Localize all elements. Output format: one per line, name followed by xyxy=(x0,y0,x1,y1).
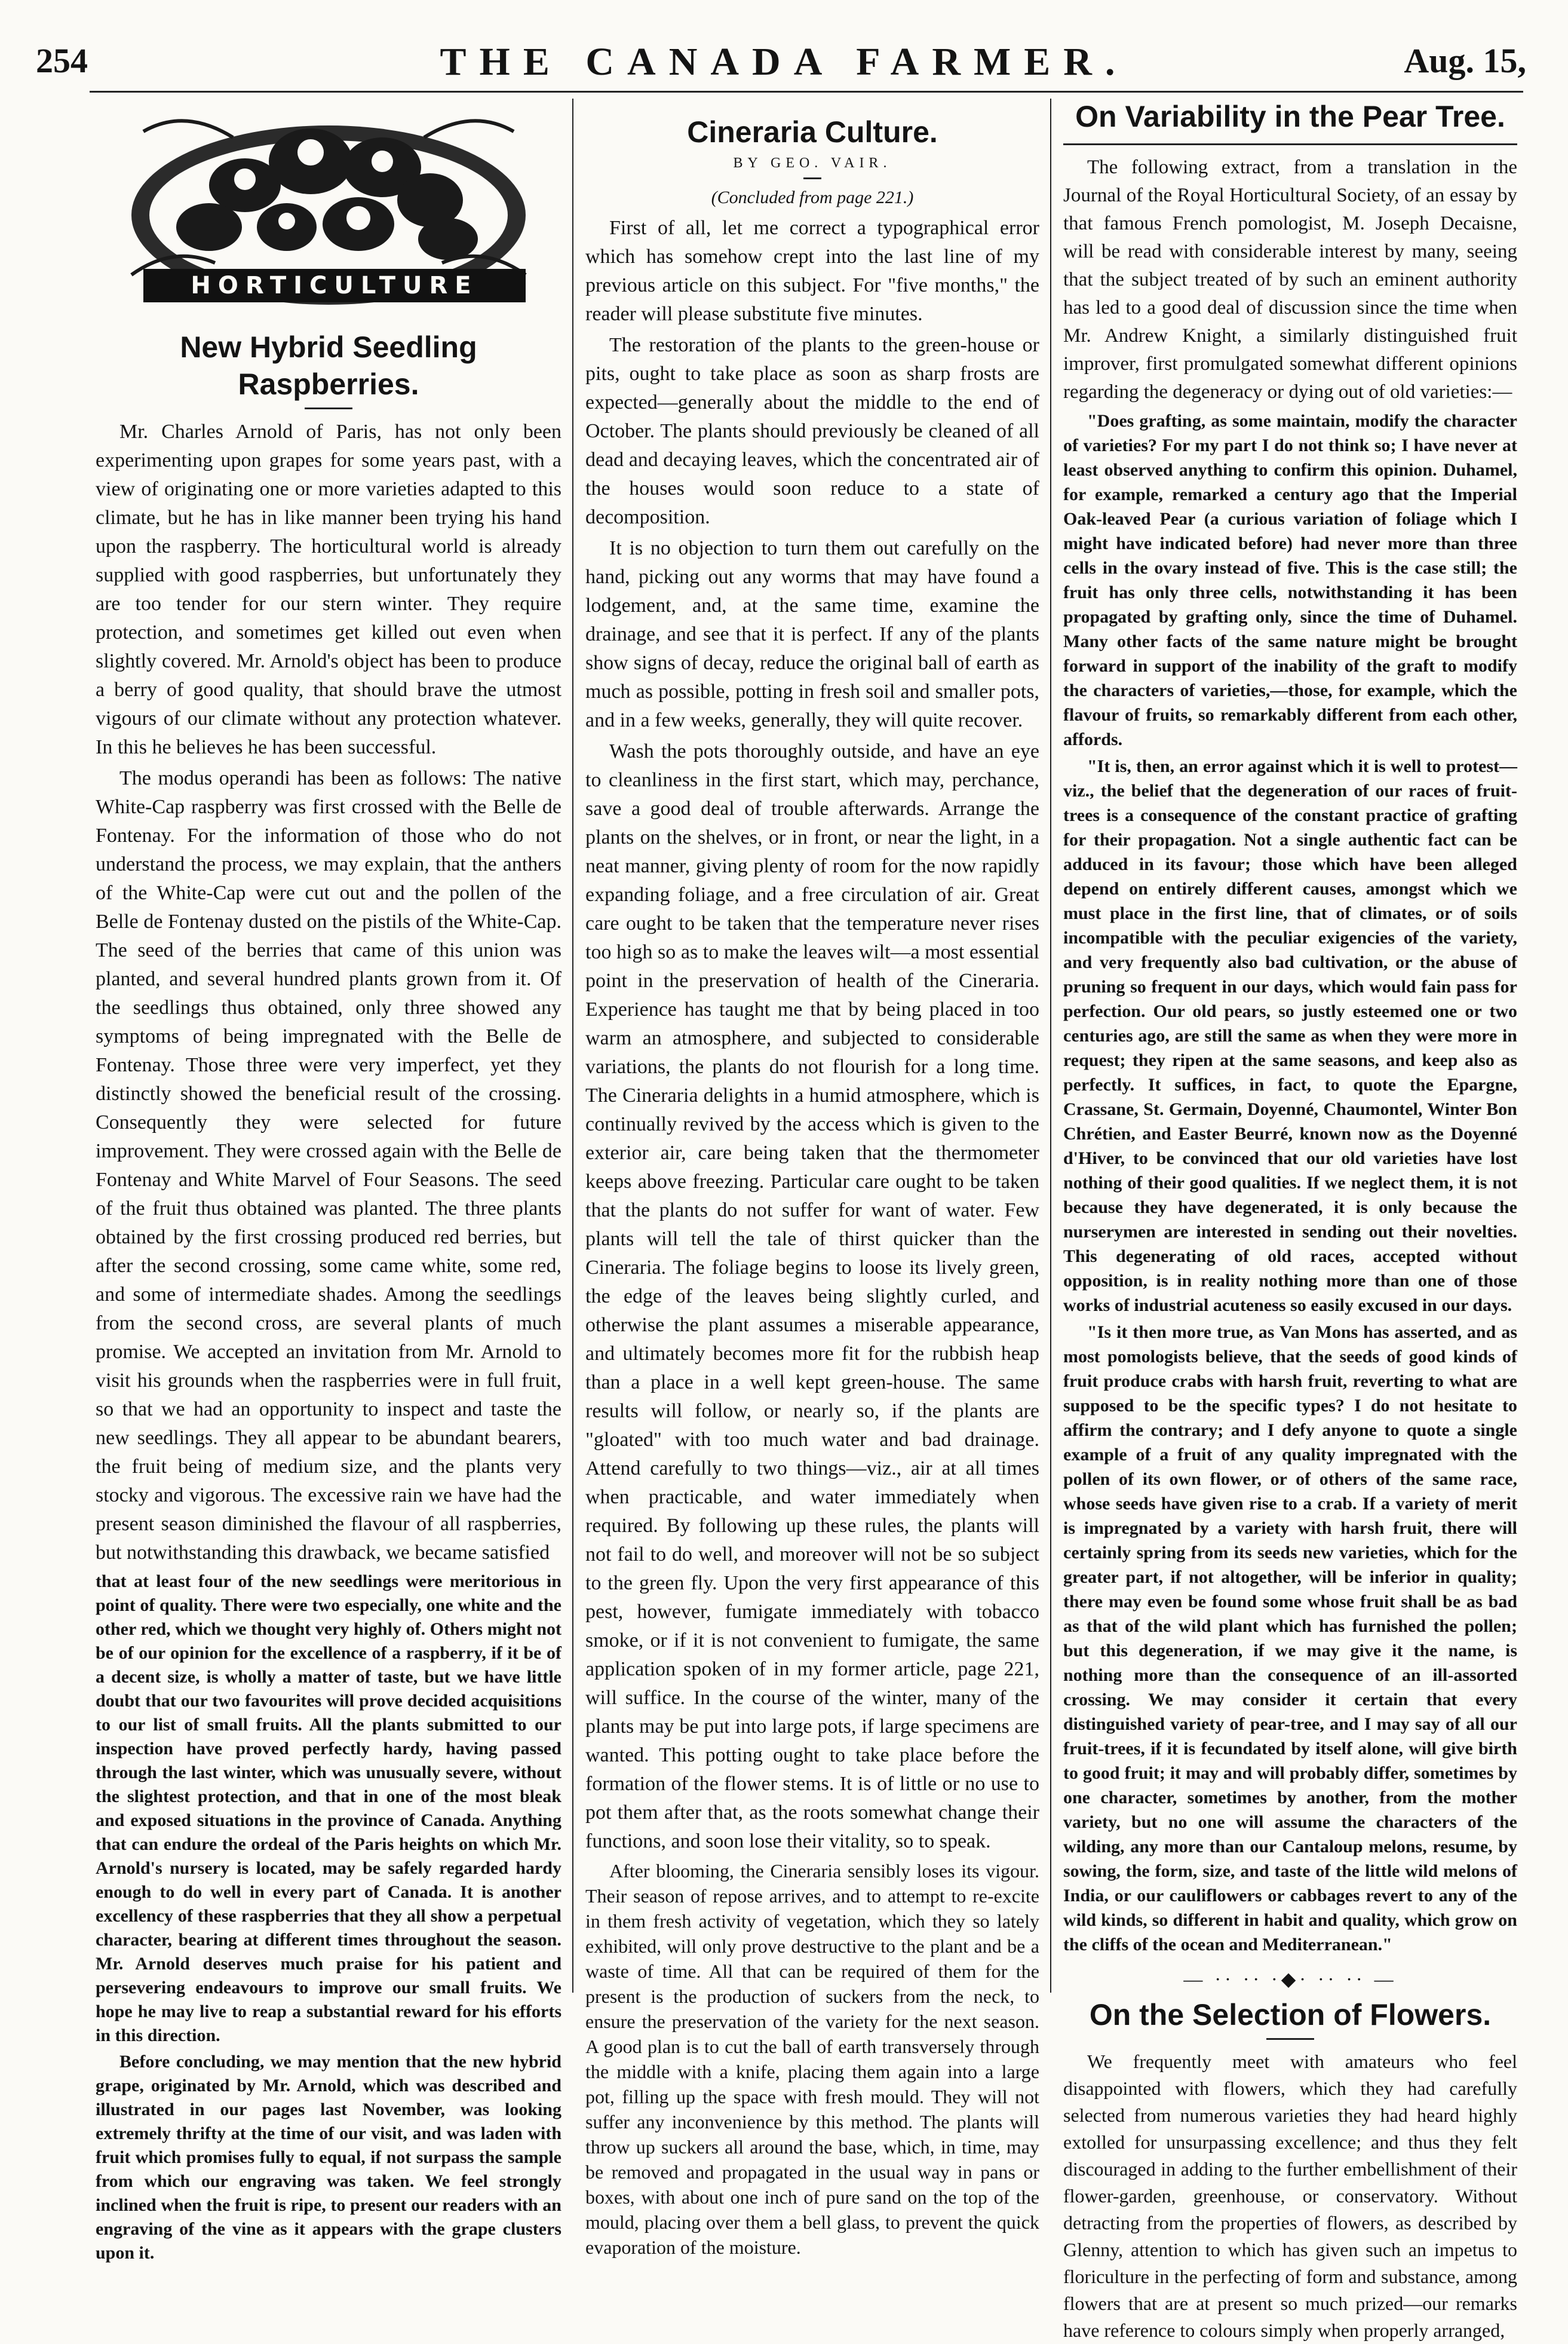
article-2-title: Cineraria Culture. xyxy=(687,115,938,149)
column-divider-2 xyxy=(1050,99,1051,1993)
column-2 xyxy=(585,96,1039,2258)
article-2-paragraph-1: First of all, let me correct a typographical error which has somehow crept into the last line of my previous article on this subject. For "five months," the reader will please substitute five minutes. xyxy=(585,217,1039,325)
article-1-paragraph-3: that at least four of the new seedlings were meritorious in point of quality. There were two especially, one white and the other red, which we thought very highly of. Others might not be of our opinion for the excellence of a raspberry, if it be of a decent size, is wholly a matter of taste, but we have little doubt that our two favourites will prove decided acquisitions to our list of small fruits. All the plants submitted to our inspection have proved perfectly hardy, having passed through the last winter, which was unusually severe, without the slightest protection, and that in one of the most bleak and exposed situations in the province of Canada. Anything that can endure the ordeal of the Paris heights on which Mr. Arnold's nursery is located, may be safely regarded hardy enough to do well in every part of Canada. It is another excellency of these raspberries that they all show a perpetual character, bearing at different times throughout the season. Mr. Arnold deserves much praise for his patient and persevering endeavours to improve our small fruits. We hope he may live to reap a substantial reward for his efforts in this direction. xyxy=(96,1571,561,2045)
article-3-paragraph-3: "It is, then, an error against which it is well to protest—viz., the belief that the degeneration of our races of fruit-trees is a consequence of the constant practice of grafting for their propagation. Not a single authentic fact can be adduced in its favour; those which have been alleged depend on entirely different causes, amongst which we must place in the first line, that of climates, or of soils incompatible with the peculiar exigencies of the variety, and very frequently also bad cultivation, or the abuse of pruning so frequent in our days, which would fain pass for perfection. Our old pears, so justly esteemed one or two centuries ago, are still the same as when they were more in request; they ripen at the same seasons, and keep also as perfectly. It suffices, in fact, to quote the Epargne, Crassane, St. Germain, Doyenné, Chaumontel, Winter Bon Chrétien, and Easter Beurré, known now as the Doyenné d'Hiver, to be convinced that our old varieties have lost nothing of their good qualities. If we neglect them, it is not because they have degenerated, it is only because the nurserymen are interested in sending out their novelties. This degenerating of old races, accepted without opposition, is in reality nothing more than one of those works of industrial acuteness so easily excused in our days. xyxy=(1063,756,1517,1315)
article-1-paragraph-2: The modus operandi has been as follows: The native White-Cap raspberry was first crossed with the Belle de Fontenay. For the information of those who do not understand the process, we may explain, that the anthers of the White-Cap were cut out and the pollen of the Belle de Fontenay dusted on the pistils of the White-Cap. The seed of the berries that came of this union was planted, and several hundred plants grown from it. Of the seedlings thus obtained, only three showed any symptoms of being impregnated with the Belle de Fontenay. Those three were very imperfect, yet they distinctly showed the beneficial result of the crossing. Consequently they were selected for future improvement. They were crossed again with the Belle de Fontenay and White Marvel of Four Seasons. The seed of the fruit thus obtained was planted. The three plants obtained by the first crossing produced red berries, but after the second crossing, some came white, some red, and some of intermediate shades. Among the seedlings from the second cross, are several plants of much promise. We accepted an invitation from Mr. Arnold to visit his grounds when the raspberries were in full fruit, so that we had an opportunity to inspect and taste the new seedlings. They all appear to be abundant bearers, the fruit being of medium size, and the plants very stocky and vigorous. The excessive rain we have had the present season diminished the flavour of all raspberries, but notwithstanding this drawback, we became satisfied xyxy=(96,767,561,1564)
article-1-title: New Hybrid Seedling Raspberries. xyxy=(180,330,477,401)
article-2-continued-note: (Concluded from page 221.) xyxy=(711,188,914,207)
byline-separator xyxy=(803,177,821,179)
article-2-paragraph-4: Wash the pots thoroughly outside, and have an eye to cleanliness in the first start, which may, perchance, save a good deal of trouble afterwards. Arrange the plants on the shelves, or in front, or near the light, in a neat manner, giving plenty of room for the now rapidly expanding foliage, and a free circulation of air. Great care ought to be taken that the temperature never rises too high so as to make the leaves wilt—a most essential point in the preservation of health of the Cineraria. Experience has taught me that by being placed in too warm an atmosphere, and subjected to considerable variations, the plants do not flourish for a long time. The Cineraria delights in a humid atmosphere, which is continually revived by the access which is given to the exterior air, care being taken that the thermometer keeps above freezing. Particular care ought to be taken that the plants do not suffer for want of water. Few plants will tell the tale of thirst quicker than the Cineraria. The foliage begins to loose its lively green, the edge of the leaves being slightly curled, and otherwise the plant assumes a miserable appearance, and ultimately becomes more fit for the rubbish heap than a place in a well kept green-house. The same results will follow, or nearly so, if the plants are "gloated" with too much water and bad drainage. Attend carefully to two things—viz., air at all times when practicable, and water immediately when required. By following up these rules, the plants will not fail to do well, and moreover will not be so subject to the green fly. Upon the very first appearance of this pest, however, fumigate immediately with tobacco smoke, or if it is not convenient to fumigate, the same application spoken of in my former article, page 221, will suffice. In the course of the winter, many of the plants may be put into large pots, if large specimens are wanted. This potting ought to take place before the formation of the flower stems. It is of little or no use to pot them after that, as the roots somewhat change their functions, and soon lose their vitality, so to speak. xyxy=(585,740,1039,1852)
column-3 xyxy=(1063,96,1517,2341)
column-divider-1 xyxy=(572,99,573,1993)
header-rule xyxy=(90,91,1523,93)
article-2-byline: BY GEO. VAIR. xyxy=(733,155,892,171)
article-1-paragraph-4: Before concluding, we may mention that the new hybrid grape, originated by Mr. Arnold, which was described and illustrated in our pages last November, was looking extremely thrifty at the time of our visit, and was laden with fruit which promises fully to equal, if not surpass the sample from which our engraving was taken. We feel strongly inclined when the fruit is ripe, to present our readers with an engraving of the vine as it appears with the grape clusters upon it. xyxy=(96,2052,561,2263)
article-2-paragraph-5: After blooming, the Cineraria sensibly loses its vigour. Their season of repose arrives, and to attempt to re-excite in them fresh activity of vegetation, which they so lately exhibited, will only prove destructive to the plant and be a waste of time. All that can be required of them for the present is the production of suckers from the neck, to ensure the preservation of the variety for the next season. A good plan is to cut the ball of earth transversely through the middle with a knife, placing them again into a large pot, filling up the space with fresh mould. They will not suffer any inconvenience by this method. The plants will throw up suckers all around the base, which, in time, may be removed and propagated in the usual way in pans or boxes, with about one inch of pure sand on the top of the mould, placing over them a bell glass, to prevent the quick evaporation of the moisture. xyxy=(585,1860,1039,2258)
title-separator-2 xyxy=(1266,2038,1314,2040)
article-3-title: On Variability in the Pear Tree. xyxy=(1075,100,1505,133)
page-number: 254 xyxy=(36,41,88,80)
horticulture-masthead xyxy=(96,96,561,323)
title-rule xyxy=(1063,143,1517,145)
issue-date: Aug. 15, xyxy=(1404,41,1526,80)
article-3-paragraph-2: "Does grafting, as some maintain, modify the character of varieties? For my part I do not think so; I have never at least observed anything to confirm this opinion. Duhamel, for example, remarked a century ago that the Imperial Oak-leaved Pear (a curious variation of foliage which I might have indicated before) had never more than three cells in the ovary instead of five. This is the case still; the fruit has only three cells, notwithstanding it has been propagated by grafting only, since the time of Duhamel. Many other facts of the same nature might be brought forward in support of the inability of the graft to modify the characters of varieties,—those, for example, which the flavour of fruits, so remarkably different from each other, affords. xyxy=(1063,411,1517,749)
article-4-paragraph-1: We frequently meet with amateurs who feel disappointed with flowers, which they had carefully selected from numerous varieties they had heard highly extolled for unsurpassing excellence; and thus they felt discouraged in adding to the further embellishment of their flower-garden, greenhouse, or conservatory. Without detracting from the properties of flowers, as described by Glenny, attention to which has given such an impetus to floriculture in the perfecting of form and substance, among flowers that are at present so much prized—our remarks have reference to colours simply when properly arranged, xyxy=(1063,2051,1517,2341)
section-ornament: — ·· ·· ·◆· ·· ·· — xyxy=(1183,1968,1397,1990)
title-separator xyxy=(305,407,352,409)
article-1-paragraph-1: Mr. Charles Arnold of Paris, has not only been experimenting upon grapes for some years past, with a view of originating one or more varieties adapted to this climate, but he has in like manner been trying his hand upon the raspberry. The horticultural world is already supplied with good raspberries, but unfortunately they are too tender for our stern winter. They require protection, and sometimes get killed out even when slightly covered. Mr. Arnold's object has been to produce a berry of good quality, that should brave the utmost vigours of our climate without any protection whatever. In this he believes he has been successful. xyxy=(96,421,561,758)
article-3-paragraph-4: "Is it then more true, as Van Mons has asserted, and as most pomologists believe, that the seeds of good kinds of fruit produce crabs with harsh fruit, reverting to what are supposed to be the specific types? I do not hesitate to affirm the contrary; and I defy anyone to quote a single example of a fruit of any quality impregnated with the pollen of its own flower, or of others of the same race, whose seeds have given rise to a crab. If a variety of merit is impregnated by a variety with harsh fruit, there will certainly spring from its seeds new varieties, which for the greater part, if not altogether, will be inferior in quality; there may even be found some whose fruit shall be as bad as that of the wild plant which has furnished the pollen; but this degeneration, if we may give it the name, is nothing more than the consequence of an ill-assorted crossing. We may consider it certain that every distinguished variety of pear-tree, and I may say of all our fruit-trees, if it is fecundated by itself alone, will give birth to good fruit; it may and will probably differ, sometimes by one character, sometimes by another, from the mother variety, but no one will assume the characters of the wilding, any more than our Cantaloup melons, resume, by sowing, the form, size, and taste of the little wild melons of India, or our cauliflowers or cabbages revert to any of the wild kinds, so different in habit and quality, which grow on the cliffs of the ocean and Mediterranean." xyxy=(1063,1322,1517,1954)
column-1 xyxy=(96,96,561,2263)
article-3-paragraph-1: The following extract, from a translation in the Journal of the Royal Horticultural Society, of an essay by that famous French pomologist, M. Joseph Decaisne, will be read with considerable interest by many, seeing that the subject treated of by such an eminent authority has led to a good deal of discussion since the time when Mr. Andrew Knight, a similarly distinguished fruit improver, first promulgated somewhat different opinions regarding the degeneracy or dying out of old varieties:— xyxy=(1063,157,1517,403)
article-2-paragraph-2: The restoration of the plants to the green-house or pits, ought to take place as soon as sharp frosts are expected—generally about the middle to the end of October. The plants should previously be cleaned of all dead and decaying leaves, which the concentrated air of the houses would soon reduce to a state of decomposition. xyxy=(585,334,1039,528)
page-header xyxy=(0,0,1568,90)
journal-title: THE CANADA FARMER. xyxy=(440,40,1128,84)
article-2-paragraph-3: It is no objection to turn them out carefully on the hand, picking out any worms that may have found a lodgement, and, at the same time, examine the drainage, and see that it is perfect. If any of the plants show signs of decay, reduce the original ball of earth as much as possible, potting in fresh soil and smaller pots, and in a few weeks, generally, they will quite recover. xyxy=(585,537,1039,731)
horticulture-banner: HORTICULTURE xyxy=(143,269,526,302)
article-4-title: On the Selection of Flowers. xyxy=(1089,1998,1492,2032)
